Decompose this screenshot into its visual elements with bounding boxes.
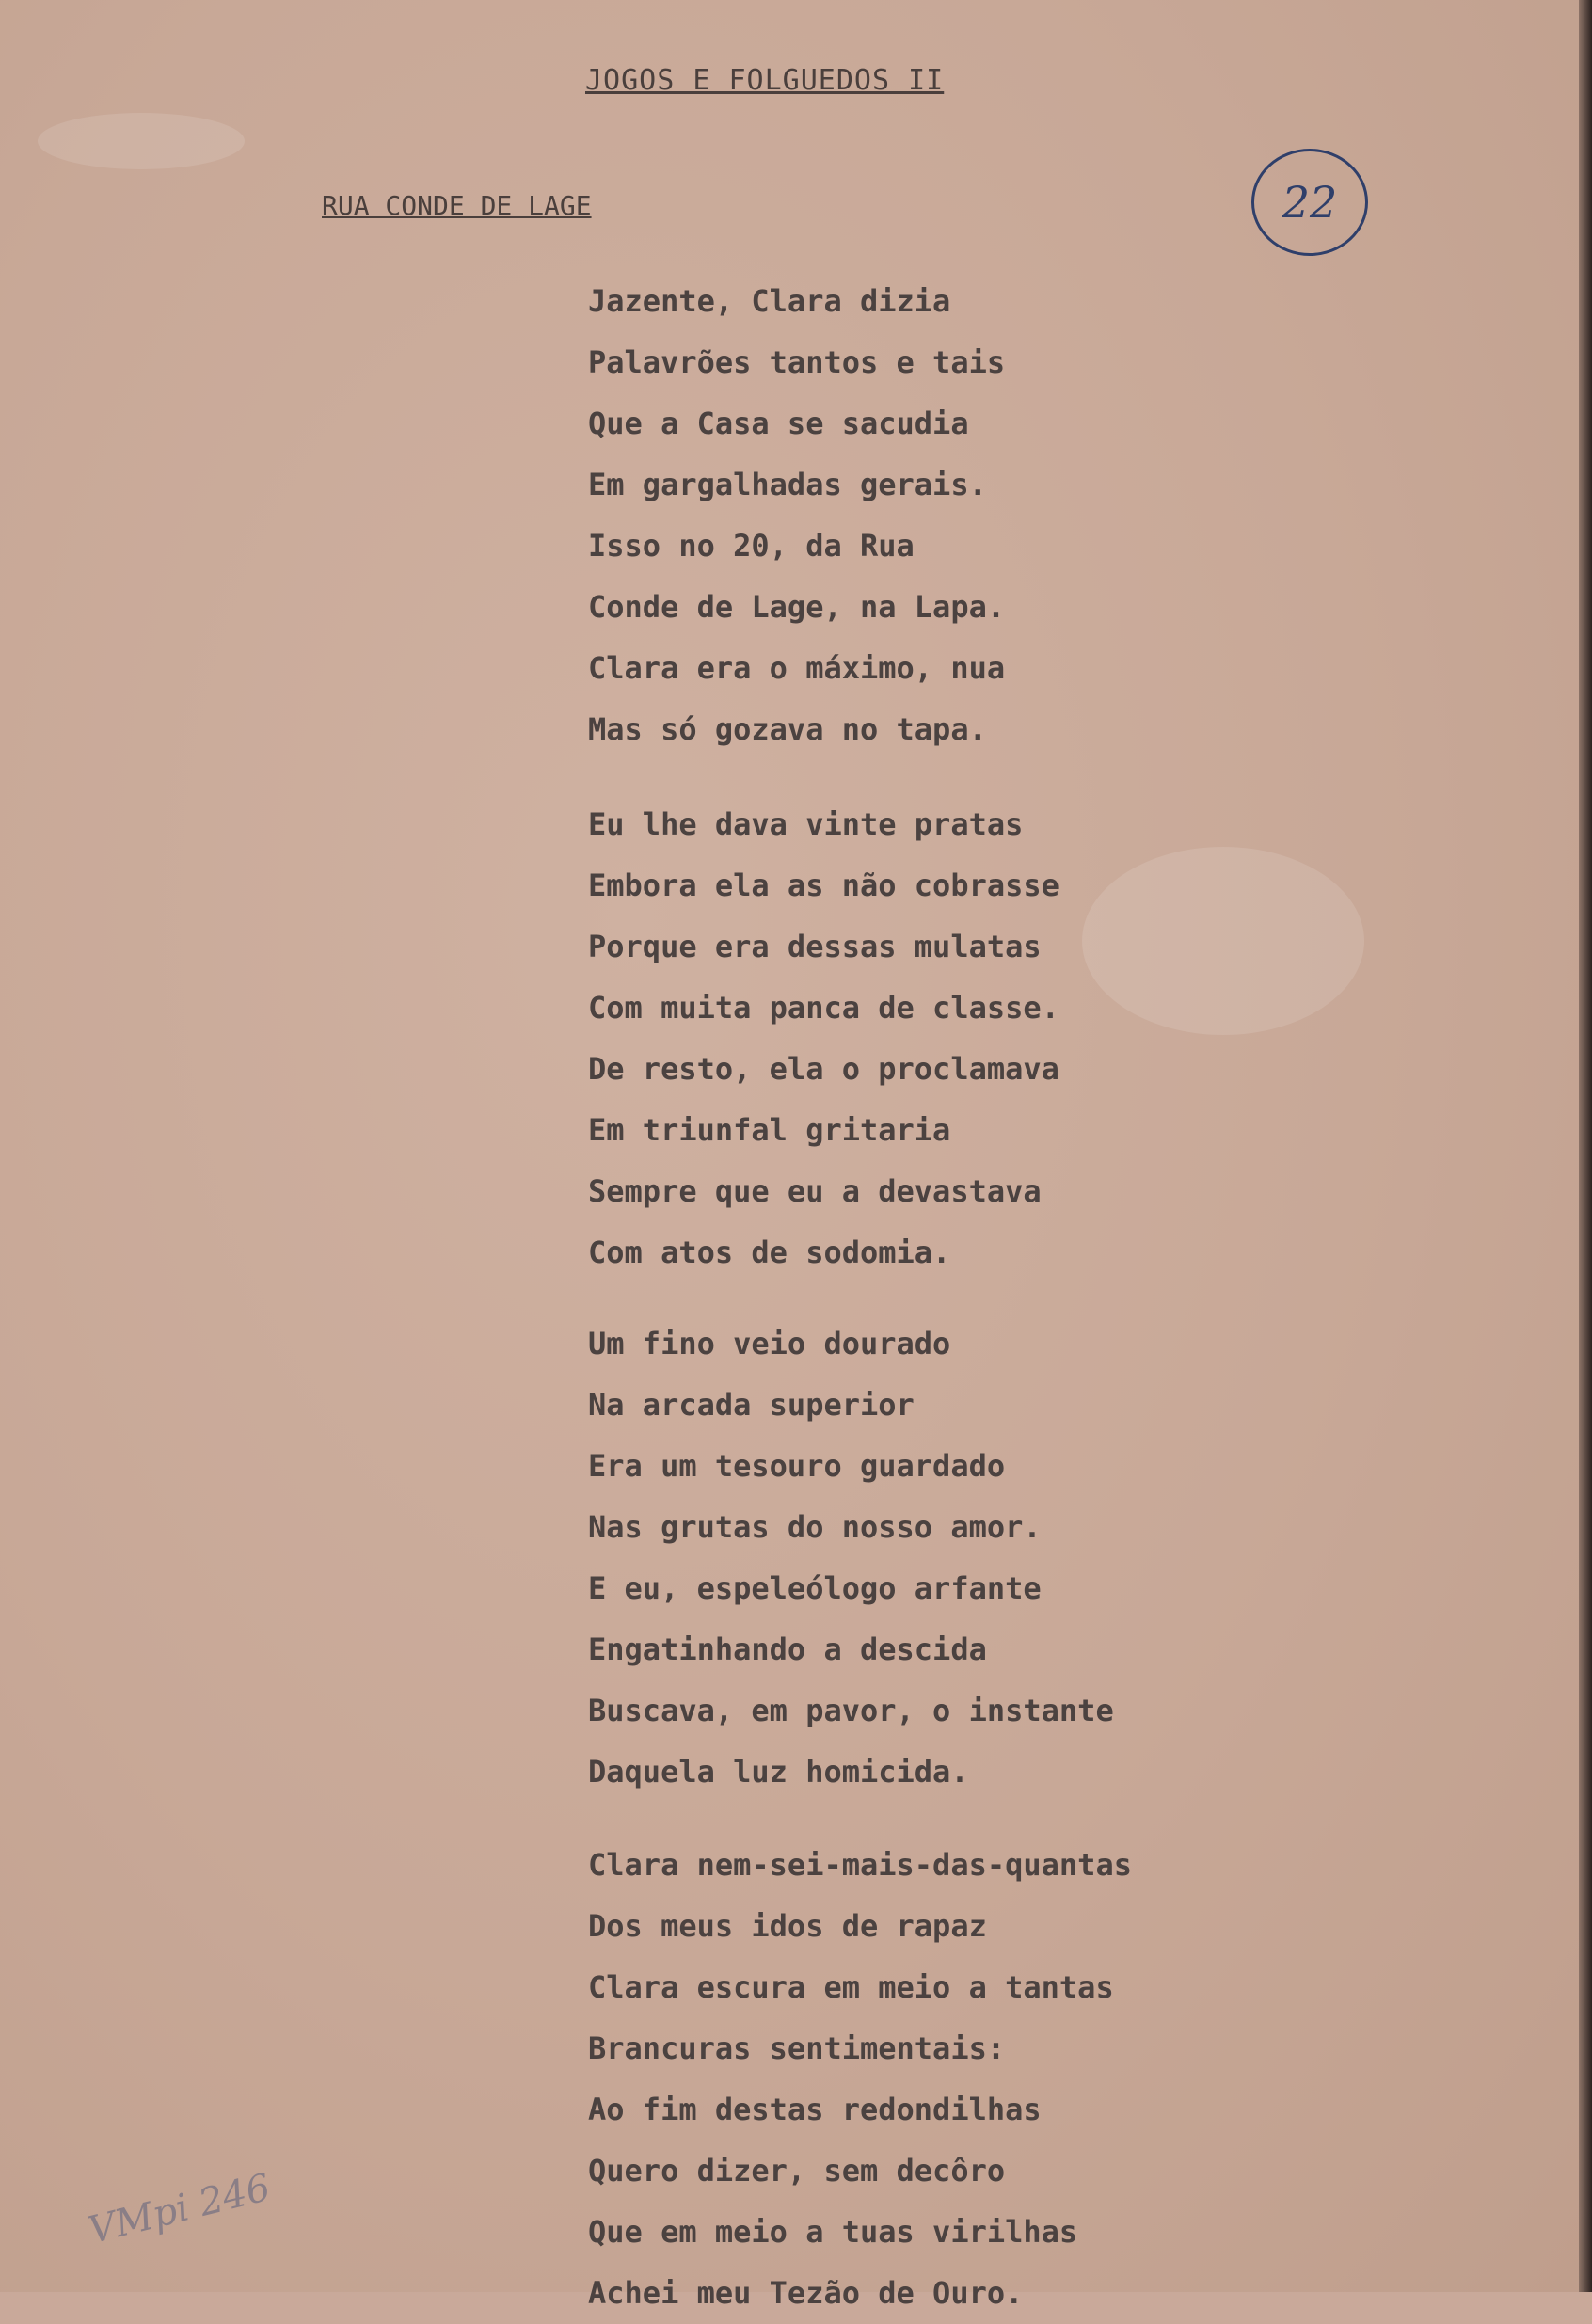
- verse-line: Jazente, Clara dizia: [588, 283, 951, 319]
- page-edge: [1579, 0, 1592, 2292]
- verse-line: Com atos de sodomia.: [588, 1234, 951, 1270]
- verse-line: Na arcada superior: [588, 1387, 915, 1423]
- verse-line: Porque era dessas mulatas: [588, 929, 1042, 964]
- verse-line: Palavrões tantos e tais: [588, 344, 1006, 380]
- verse-line: Engatinhando a descida: [588, 1632, 987, 1667]
- verse-line: De resto, ela o proclamava: [588, 1051, 1059, 1087]
- verse-line: Clara escura em meio a tantas: [588, 1969, 1114, 2005]
- verse-line: Que a Casa se sacudia: [588, 406, 969, 441]
- verse-line: Nas grutas do nosso amor.: [588, 1509, 1042, 1545]
- verse-line: Achei meu Tezão de Ouro.: [588, 2275, 1024, 2311]
- verse-line: Um fino veio dourado: [588, 1326, 951, 1361]
- verse-line: Dos meus idos de rapaz: [588, 1908, 987, 1944]
- verse-line: Em gargalhadas gerais.: [588, 467, 987, 502]
- verse-line: Com muita panca de classe.: [588, 990, 1059, 1026]
- verse-line: Ao fim destas redondilhas: [588, 2092, 1042, 2127]
- pencil-annotation: VMpi 246: [84, 2165, 275, 2253]
- verse-line: Sempre que eu a devastava: [588, 1173, 1042, 1209]
- verse-line: Clara era o máximo, nua: [588, 650, 1006, 686]
- section-title: RUA CONDE DE LAGE: [322, 190, 592, 221]
- verse-line: Brancuras sentimentais:: [588, 2030, 1006, 2066]
- folio-number-stamp: 22: [1251, 149, 1368, 256]
- verse-line: Era um tesouro guardado: [588, 1448, 1006, 1484]
- verse-line: Eu lhe dava vinte pratas: [588, 806, 1024, 842]
- verse-line: Conde de Lage, na Lapa.: [588, 589, 1006, 625]
- stanza-1: [588, 271, 1005, 760]
- stanza-3: [588, 1313, 1114, 1803]
- stanza-4: [588, 1835, 1132, 2324]
- verse-line: Isso no 20, da Rua: [588, 528, 915, 564]
- verse-line: Quero dizer, sem decôro: [588, 2153, 1006, 2189]
- verse-line: E eu, espeleólogo arfante: [588, 1570, 1042, 1606]
- header-title: JOGOS E FOLGUEDOS II: [585, 64, 945, 97]
- verse-line: Daquela luz homicida.: [588, 1754, 969, 1790]
- verse-line: Mas só gozava no tapa.: [588, 711, 987, 747]
- stanza-2: [588, 794, 1059, 1283]
- verse-line: Que em meio a tuas virilhas: [588, 2214, 1078, 2250]
- verse-line: Embora ela as não cobrasse: [588, 868, 1059, 903]
- verse-line: Buscava, em pavor, o instante: [588, 1693, 1114, 1728]
- verse-line: Em triunfal gritaria: [588, 1112, 951, 1148]
- verse-line: Clara nem-sei-mais-das-quantas: [588, 1847, 1132, 1883]
